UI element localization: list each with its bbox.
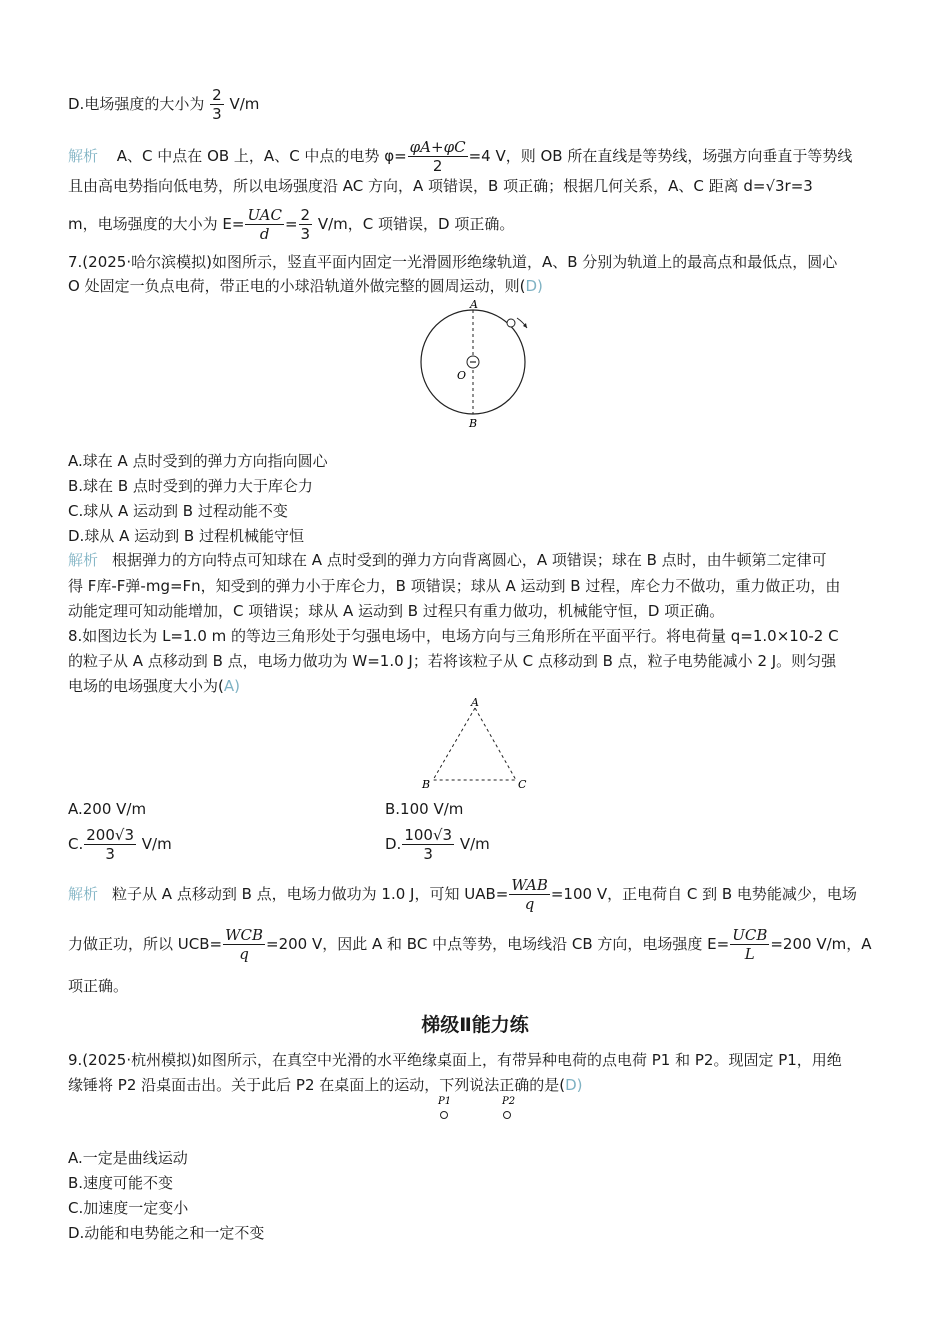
q7-option-a: A.球在 A 点时受到的弹力方向指向圆心 bbox=[68, 452, 328, 470]
label-C: C bbox=[518, 778, 527, 791]
fraction: $\frac{2}{3}$ bbox=[300, 206, 311, 243]
fraction: $\frac{200√3}{3}$ bbox=[86, 826, 134, 863]
analysis-label: 解析 bbox=[68, 885, 99, 903]
q7-analysis-line-1: 解析 根据弹力的方向特点可知球在 A 点时受到的弹力方向背离圆心，A 项错误；球在 B 点时，由牛顿第二定律可 bbox=[68, 551, 827, 569]
q8-option-c: C. $\frac{200√3}{3}$ V/m bbox=[68, 826, 172, 863]
answer: D bbox=[565, 1076, 577, 1094]
q8-stem-line-2: 的粒子从 A 点移动到 B 点，电场力做功为 W=1.0 J；若将该粒子从 C 点移动到 B 点，粒子电势能减小 2 J。则匀强 bbox=[68, 652, 837, 670]
q7-analysis-line-3: 动能定理可知动能增加，C 项错误；球从 A 运动到 B 过程只有重力做功，机械能守恒，D 项正确。 bbox=[68, 602, 725, 620]
q8-stem-line-1: 8.如图边长为 L=1.0 m 的等边三角形处于匀强电场中，电场方向与三角形所在平面平行。将电荷量 q=1.0×10-2 C bbox=[68, 627, 839, 645]
q7-option-c: C.球从 A 运动到 B 过程动能不变 bbox=[68, 502, 288, 520]
section-title: 梯级Ⅱ能力练 bbox=[421, 1014, 529, 1036]
q7-analysis-line-2: 得 F库-F弹-mg=Fn，知受到的弹力小于库仑力，B 项错误；球从 A 运动到 B 过程，库仑力不做功，重力做正功，由 bbox=[68, 577, 841, 595]
q7-option-d: D.球从 A 运动到 B 过程机械能守恒 bbox=[68, 527, 304, 545]
analysis-label: 解析 bbox=[68, 551, 99, 569]
q8-option-b: B.100 V/m bbox=[385, 800, 464, 818]
q8-triangle-figure bbox=[418, 696, 533, 792]
q9-charges-figure bbox=[430, 1093, 522, 1125]
q9-stem-line-1: 9.(2025·杭州模拟)如图所示，在真空中光滑的水平绝缘桌面上，有带异种电荷的点电荷 P1 和 P2。现固定 P1，用绝 bbox=[68, 1051, 842, 1069]
q6-analysis-line-2: 且由高电势指向低电势，所以电场强度沿 AC 方向，A 项错误，B 项正确；根据几何关系，A、C 距离 d=√3r=3 bbox=[68, 177, 813, 195]
q8-stem-line-3: 电场的电场强度大小为(A) bbox=[68, 677, 240, 695]
fraction: $\frac{2}{3}$ bbox=[212, 86, 222, 123]
q9-option-a: A.一定是曲线运动 bbox=[68, 1149, 188, 1167]
q6-analysis-line-3: m，电场强度的大小为 E= $\frac{\text{UAC}}{d}$ = $\frac{2}{3}$ V/m，C 项错误，D 项正确。 bbox=[68, 206, 515, 243]
label-A: A bbox=[470, 298, 478, 311]
label-B: B bbox=[422, 778, 431, 791]
q9-option-b: B.速度可能不变 bbox=[68, 1174, 174, 1192]
fraction: $\frac{\text{WCB}}{q}$ bbox=[225, 926, 264, 963]
q8-option-a: A.200 V/m bbox=[68, 800, 147, 818]
analysis-label: 解析 bbox=[68, 147, 99, 165]
q8-analysis-line-2: 力做正功，所以 UCB= $\frac{\text{WCB}}{q}$ =200 V，因此 A 和 BC 中点等势，电场线沿 CB 方向，电场强度 E= $\frac{\text{UCB}}{L}$ =200 V/m，A bbox=[68, 926, 872, 963]
label-A: A bbox=[471, 696, 479, 709]
q8-analysis-line-3: 项正确。 bbox=[68, 977, 129, 995]
fraction: $\frac{\text{WAB}}{q}$ bbox=[511, 876, 548, 913]
fraction: $\frac{100√3}{3}$ bbox=[404, 826, 453, 863]
q6-option-d: D.电场强度的大小为 $\frac{2}{3}$ V/m bbox=[68, 86, 260, 123]
q6-analysis-line-1: 解析 A、C 中点在 OB 上，A、C 中点的电势 φ= $\frac{\varphi A+\varphi C}{2}$ =4 V，则 OB 所在直线是等势线，场强方向垂直于等势线 bbox=[68, 138, 853, 175]
q9-option-d: D.动能和电势能之和一定不变 bbox=[68, 1224, 265, 1242]
q7-option-b: B.球在 B 点时受到的弹力大于库仑力 bbox=[68, 477, 313, 495]
label-P1: P1 bbox=[438, 1096, 452, 1107]
answer: D bbox=[525, 277, 537, 295]
label-B: B bbox=[469, 417, 478, 430]
answer: A bbox=[223, 677, 235, 695]
fraction: $\frac{\varphi A+\varphi C}{2}$ bbox=[409, 138, 466, 175]
q9-stem-line-2: 缘锤将 P2 沿桌面击出。关于此后 P2 在桌面上的运动，下列说法正确的是(D) bbox=[68, 1076, 583, 1094]
q8-analysis-line-1: 解析 粒子从 A 点移动到 B 点，电场力做功为 1.0 J，可知 UAB= $\frac{\text{WAB}}{q}$ =100 V，正电荷自 C 到 B 电势能减少，电场 bbox=[68, 876, 857, 913]
q7-circle-track-figure bbox=[405, 298, 545, 430]
label-P2: P2 bbox=[502, 1096, 516, 1107]
q7-stem-line-1: 7.(2025·哈尔滨模拟)如图所示，竖直平面内固定一光滑圆形绝缘轨道，A、B 分别为轨道上的最高点和最低点，圆心 bbox=[68, 253, 838, 271]
fraction: $\frac{\text{UCB}}{L}$ bbox=[732, 926, 768, 963]
label-O: O bbox=[457, 369, 467, 382]
q8-option-d: D. $\frac{100√3}{3}$ V/m bbox=[385, 826, 490, 863]
q7-stem-line-2: O 处固定一负点电荷，带正电的小球沿轨道外做完整的圆周运动，则(D) bbox=[68, 277, 543, 295]
fraction: $\frac{\text{UAC}}{d}$ bbox=[247, 206, 282, 243]
q9-option-c: C.加速度一定变小 bbox=[68, 1199, 189, 1217]
